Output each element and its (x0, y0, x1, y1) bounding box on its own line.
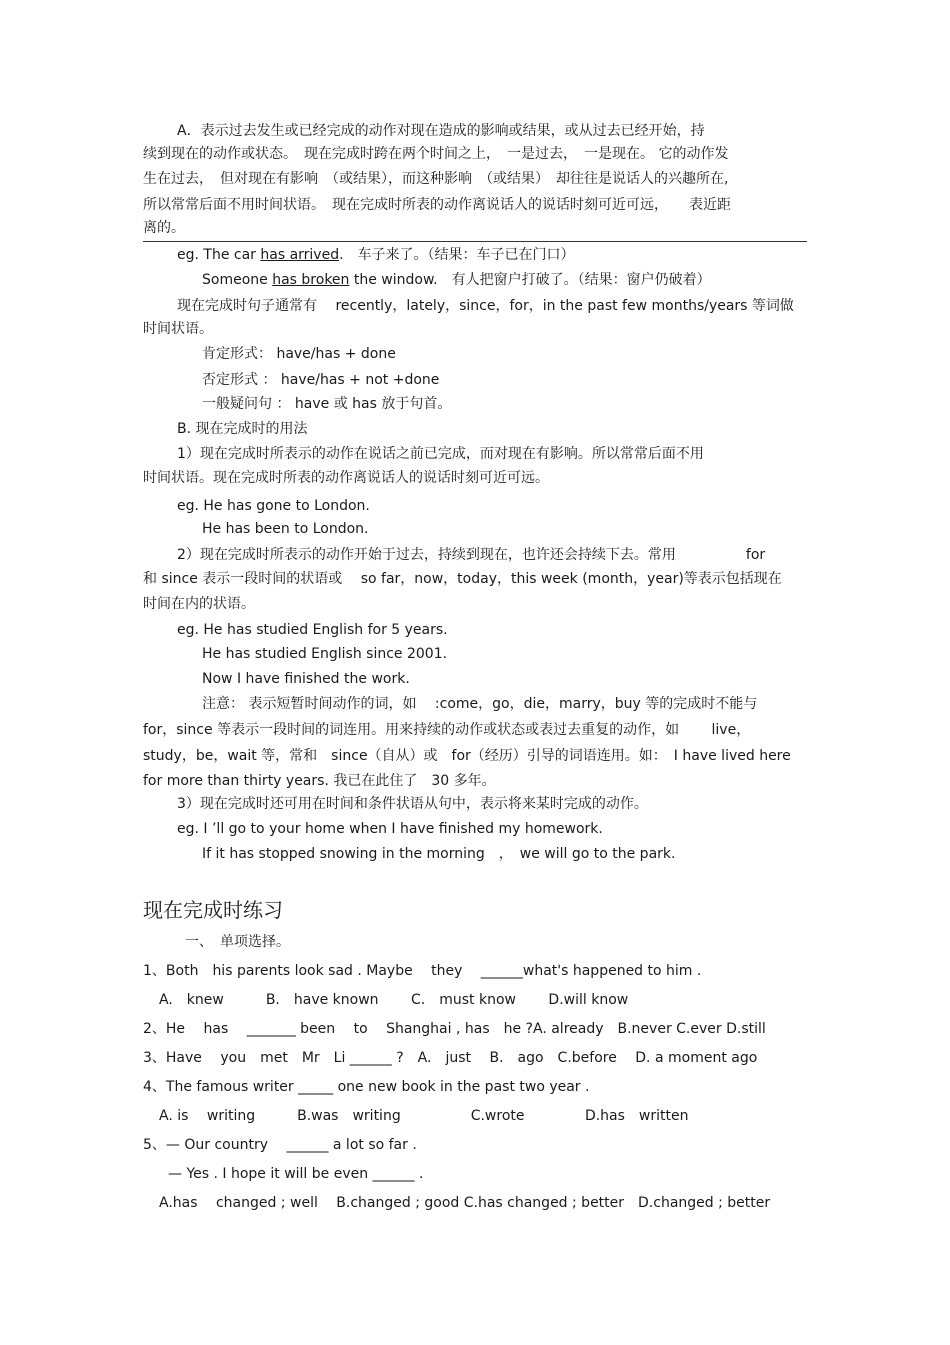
section-a-line-2: 续到现在的动作或状态。 现在完成时跨在两个时间之上， 一是过去， 一是现在。 它的动作发 (143, 146, 729, 162)
question-5-reply: — Yes . I hope it will be even ______ . (168, 1166, 424, 1182)
section-a-line-3: 生在过去， 但对现在有影响 （或结果），而这种影响 （或结果） 却往往是说话人的兴趣所在, (143, 171, 729, 187)
note-line-4: for more than thirty years. 我已在此住了 30 多年。 (143, 773, 496, 789)
question-2: 2、He has _______ been to Shanghai , has he ?A. already B.never C.ever D.still (143, 1021, 766, 1037)
usage1-line-2: 时间状语。现在完成时所表的动作离说话人的说话时刻可近可远。 (143, 470, 549, 486)
usage2-line-1: 2）现在完成时所表示的动作开始于过去，持续到现在，也许还会持续下去。常用 for (177, 547, 766, 563)
underlined-verb: has arrived (260, 247, 340, 263)
question-1: 1、Both his parents look sad . Maybe they ______what's happened to him . (143, 963, 702, 979)
usage2-example-1: eg. He has studied English for 5 years. (177, 622, 448, 638)
example-window: Someone has broken the window. 有人把窗户打破了。（结果：窗户仍破着） (202, 272, 711, 288)
section-a-line-5: 离的。 (143, 220, 185, 236)
question-5: 5、— Our country ______ a lot so far . (143, 1137, 417, 1153)
usage2-line-3: 时间在内的状语。 (143, 596, 255, 612)
section-a-line-1: A．表示过去发生或已经完成的动作对现在造成的影响或结果，或从过去已经开始，持 (177, 123, 705, 139)
note-line-2: for，since 等表示一段时间的词连用。用来持续的动作或状态或表过去重复的动作，如 live， (143, 722, 751, 738)
exercise-title: 现在完成时练习 (143, 898, 283, 922)
example-car: eg. The car has arrived. 车子来了。（结果：车子已在门口） (177, 247, 575, 263)
usage1-line-1: 1）现在完成时所表示的动作在说话之前已完成，而对现在有影响。所以常常后面不用 (177, 446, 704, 462)
question-1-options: A. knew B. have known C. must know D.will know (159, 992, 629, 1008)
note-line-3: study，be，wait 等，常和 since（自从）或 for（经历）引导的词语连用。如： I have lived here (143, 748, 791, 764)
section-b-title: B. 现在完成时的用法 (177, 421, 308, 437)
form-negative: 否定形式 ： have/has + not +done (202, 372, 440, 388)
form-question: 一般疑问句 ： have 或 has 放于句首。 (202, 396, 452, 412)
adverbials-line-1: 现在完成时句子通常有 recently，lately，since，for，in the past few months/years 等词做 (177, 298, 794, 314)
question-5-options: A.has changed ; well B.changed ; good C.has changed ; better D.changed ; better (159, 1195, 771, 1211)
usage2-line-2: 和 since 表示一段时间的状语或 so far，now，today，this week (month，year)等表示包括现在 (143, 571, 782, 587)
question-4: 4、The famous writer _____ one new book in the past two year . (143, 1079, 590, 1095)
exercise-part-label: 一、 单项选择。 (185, 934, 290, 950)
question-4-options: A. is writing B.was writing C.wrote D.has written (159, 1108, 689, 1124)
usage1-example-1: eg. He has gone to London. (177, 498, 370, 514)
underlined-verb: has broken (272, 272, 350, 288)
section-a-line-4: 所以常常后面不用时间状语。 现在完成时所表的动作离说话人的说话时刻可近可远， 表近距 (143, 197, 731, 213)
horizontal-rule (143, 241, 807, 242)
usage2-example-2: He has studied English since 2001. (202, 646, 448, 662)
note-line-1: 注意： 表示短暂时间动作的词，如 :come，go，die，marry，buy 等的完成时不能与 (202, 696, 758, 712)
usage2-example-3: Now I have finished the work. (202, 671, 410, 687)
usage3-example-1: eg. I ’ll go to your home when I have finished my homework. (177, 821, 603, 837)
form-affirmative: 肯定形式： have/has + done (202, 346, 396, 362)
question-3: 3、Have you met Mr Li ______ ? A. just B. ago C.before D. a moment ago (143, 1050, 758, 1066)
usage1-example-2: He has been to London. (202, 521, 369, 537)
adverbials-line-2: 时间状语。 (143, 321, 213, 337)
usage3-line: 3）现在完成时还可用在时间和条件状语从句中，表示将来某时完成的动作。 (177, 796, 648, 812)
usage3-example-2: If it has stopped snowing in the morning ， we will go to the park. (202, 846, 676, 862)
